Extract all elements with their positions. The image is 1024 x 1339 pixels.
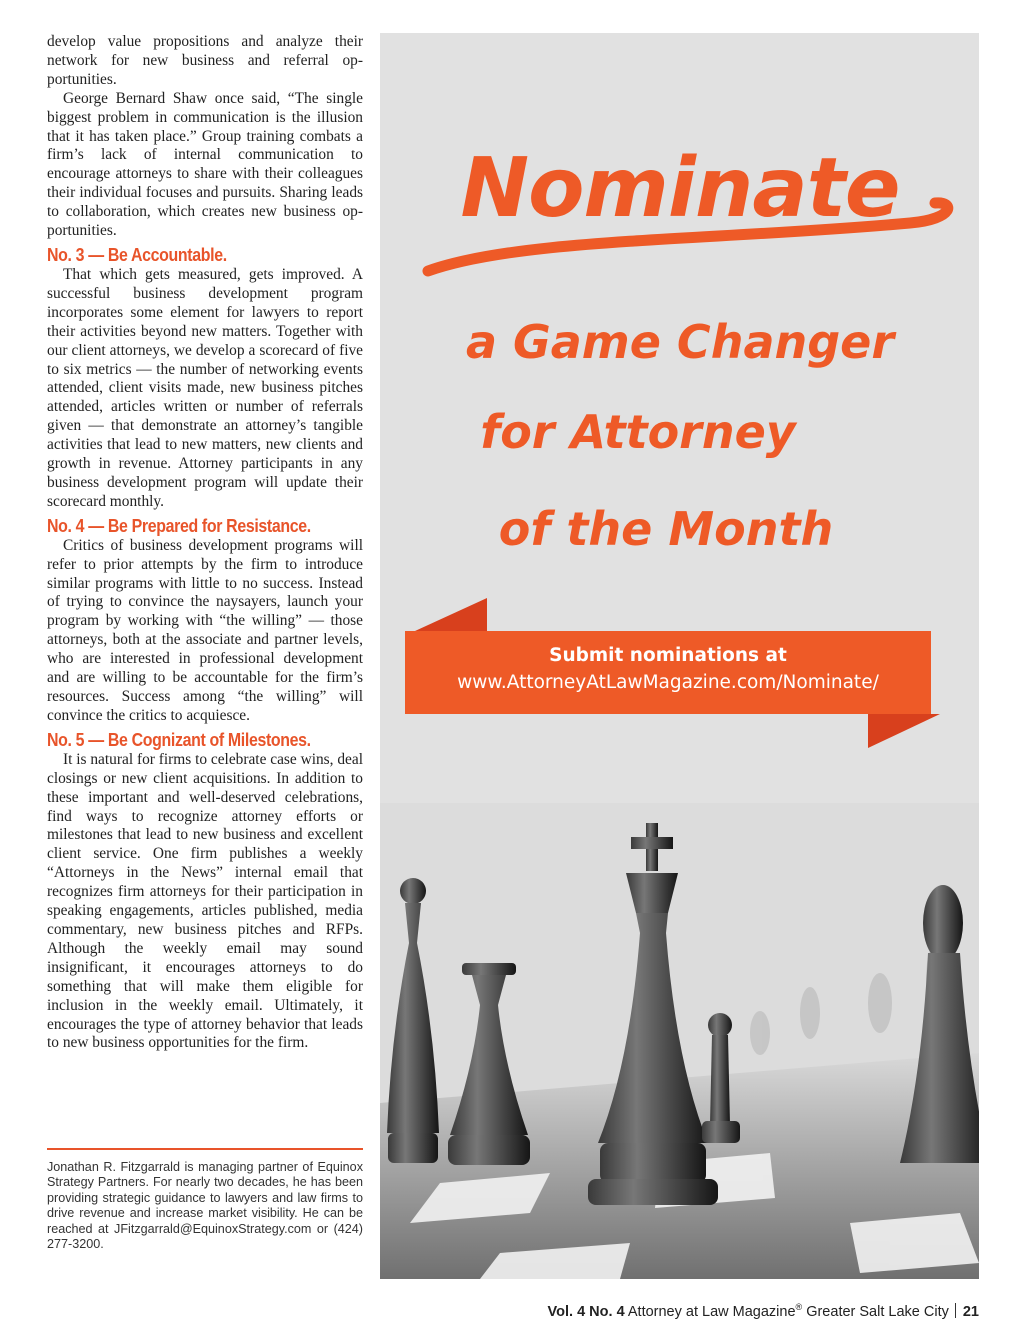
registered-mark: ® <box>795 1302 803 1312</box>
chess-photo <box>380 803 979 1279</box>
issue-number: Vol. 4 No. 4 <box>547 1303 625 1320</box>
article-paragraph: That which gets measured, gets improved. A successful business development program incorporates some element for lawyers to report their activities beyond new matters. Together with our client attorneys, we develop a scorecard of five to six metrics — the number of networking events attended, client visits made, new business pitches attended, articles written or number of referrals given — that demonstrate an attorney’s tangible activities that lead to new matters, new clients and growth in revenue. Attorney participants in any business development program will update their scorecard monthly. <box>47 265 363 510</box>
page-footer <box>548 1302 979 1320</box>
author-bio: Jonathan R. Fitzgarrald is managing partner of Equinox Strategy Partners. For nearly two decades, he has been providing strategic guidance to lawyers and law firms to drive revenue and increase market visibility. He can be reached at JFitzgarrald@EquinoxStrategy.com or (424) 277-3200. <box>47 1160 363 1252</box>
edition-city: Greater Salt Lake City <box>806 1303 949 1320</box>
section-heading: No. 3 — Be Accountable. <box>47 243 227 265</box>
nomination-url-link[interactable]: www.AttorneyAtLawMagazine.com/Nominate/ <box>457 672 879 693</box>
article-paragraph: George Bernard Shaw once said, “The single biggest problem in communication is the illusion that it has taken place.” Group training combats a firm’s lack of internal communication to encourage attorneys to share with their colleagues their individual focuses and pursuits. Sharing leads to collaboration, which creates new business opportunities. <box>47 89 363 240</box>
article-paragraph: develop value propositions and analyze their network for new business and referral opportunities. <box>47 33 363 88</box>
bio-divider <box>47 1148 363 1150</box>
ribbon-fold-right <box>868 714 940 748</box>
ad-headline: Nominate <box>460 141 900 236</box>
article-column <box>47 33 363 1053</box>
cta-heading: Submit nominations at <box>549 645 787 666</box>
article-paragraph: Critics of business development programs will refer to prior attempts by the firm to introduce similar programs with little to no success. Instead of trying to convince the naysayers, launch your program by working with “the willing” — those attorneys, both at the associate and partner levels, who are interested in professional development and are willing to be accountable for the firm’s resources. Success among “the willing” will convince the critics to acquiesce. <box>47 536 363 724</box>
ad-headline-graphic <box>380 33 979 633</box>
nomination-ribbon <box>405 631 931 714</box>
page-number: 21 <box>962 1303 979 1320</box>
ad-subline-3: of the Month <box>498 502 834 556</box>
footer-separator <box>955 1303 956 1318</box>
section-heading: No. 5 — Be Cognizant of Milestones. <box>47 728 311 750</box>
article-paragraph: It is natural for firms to celebrate case wins, deal closings or new client acquisitions. In addition to these important and well-deserved celebrations, find ways to recognize attorney efforts or milestones that lead to new business and excellent client service. One firm publishes a weekly “Attorneys in the News” internal email that recognizes firm attorneys for their participation in speaking engagements, articles published, media commentary, new business pitches and RFPs. Although the weekly email may sound insignificant, it encourages attorneys to do something that will make them eligible for inclusion in the weekly email. Ultimately, it encourages the type of attorney behavior that leads to new business opportunities for the firm. <box>47 750 363 1052</box>
ad-subline-2: for Attorney <box>480 405 796 459</box>
magazine-name: Attorney at Law Magazine <box>627 1303 796 1320</box>
nominate-advertisement <box>380 33 979 1279</box>
ribbon-fold-left <box>415 598 487 631</box>
section-heading: No. 4 — Be Prepared for Resistance. <box>47 514 311 536</box>
ad-subline-1: a Game Changer <box>465 315 895 369</box>
